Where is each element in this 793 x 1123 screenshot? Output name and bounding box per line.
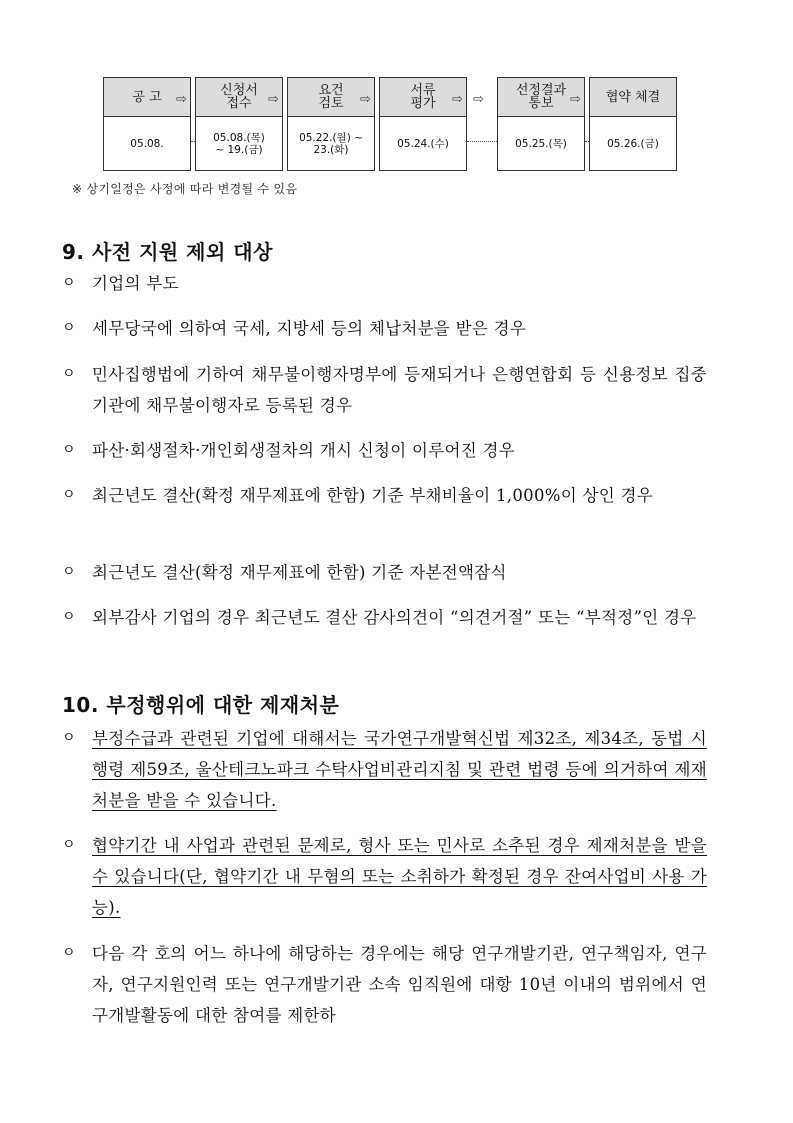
arrow-icon: ⇨: [570, 92, 581, 107]
step-label: 공 고: [104, 78, 190, 117]
step-label: 서류 평가: [380, 78, 466, 117]
item-text: 세무당국에 의하여 국세, 지방세 등의 체납처분을 받은 경우: [92, 319, 527, 338]
bullet-icon: ㅇ: [62, 442, 76, 458]
schedule-step-agreement: [589, 77, 677, 171]
step-date: 05.25.(목): [498, 117, 584, 170]
item-text: 최근년도 결산(확정 재무제표에 한함) 기준 부채비율이 1,000%이 상인 경우: [92, 486, 654, 505]
step-date: 05.24.(수): [380, 117, 466, 170]
arrow-icon: ⇨: [473, 92, 484, 107]
item-text: 민사집행법에 기하여 채무불이행자명부에 등재되거나 은행연합회 등 신용정보 집중기관에 채무불이행자로 등록된 경우: [92, 365, 707, 415]
bullet-icon: ㅇ: [62, 275, 76, 291]
section-9-item: [62, 602, 707, 633]
section-9-item: [62, 435, 707, 466]
bullet-icon: ㅇ: [62, 366, 76, 382]
section-9-item: [62, 268, 707, 299]
step-date: 05.26.(금): [590, 117, 676, 170]
step-label: 요건 검토: [288, 78, 374, 117]
arrow-icon: ⇨: [452, 92, 463, 107]
schedule-flow: [0, 0, 793, 200]
section-9-item: [62, 480, 707, 511]
bullet-icon: ㅇ: [62, 564, 76, 580]
bullet-icon: ㅇ: [62, 945, 76, 961]
step-date: 05.08.(목) ~ 19.(금): [196, 117, 282, 170]
bullet-icon: ㅇ: [62, 730, 76, 746]
arrow-icon: ⇨: [360, 92, 371, 107]
bullet-icon: ㅇ: [62, 837, 76, 853]
section-9-item: [62, 359, 707, 421]
bullet-icon: ㅇ: [62, 320, 76, 336]
item-text: 다음 각 호의 어느 하나에 해당하는 경우에는 해당 연구개발기관, 연구책임자, 연구자, 연구지원인력 또는 연구개발기관 소속 임직원에 대항 10년 이내의 범위에서 연구개발활동에 대한 참여를 제한하: [92, 944, 707, 1025]
section-10-item: [62, 723, 707, 816]
section-9-item: [62, 557, 707, 588]
arrow-icon: ⇨: [176, 92, 187, 107]
item-text: 최근년도 결산(확정 재무제표에 한함) 기준 자본전액잠식: [92, 563, 507, 582]
step-label: 신청서 접수: [196, 78, 282, 117]
step-date: 05.08.: [104, 117, 190, 170]
item-text: 파산·회생절차·개인회생절차의 개시 신청이 이루어진 경우: [92, 441, 516, 460]
item-text: 부정수급과 관련된 기업에 대해서는 국가연구개발혁신법 제32조, 제34조, 동법 시행령 제59조, 울산테크노파크 수탁사업비관리지침 및 관련 법령 등에 의거하여 제재처분을 받을 수 있습니다.: [92, 729, 707, 810]
section-10-item: [62, 830, 707, 923]
section-9-item: [62, 313, 707, 344]
bullet-icon: ㅇ: [62, 609, 76, 625]
section-9-title: 9. 사전 지원 제외 대상: [62, 240, 273, 264]
step-date: 05.22.(월) ~ 23.(화): [288, 117, 374, 170]
item-text: 외부감사 기업의 경우 최근년도 결산 감사의견이 “의견거절” 또는 “부적정”인 경우: [92, 608, 697, 627]
step-label: 선정결과 통보: [498, 78, 584, 117]
bullet-icon: ㅇ: [62, 487, 76, 503]
item-text: 기업의 부도: [92, 274, 179, 293]
schedule-note: ※ 상기일정은 사정에 따라 변경될 수 있음: [72, 182, 298, 196]
arrow-icon: ⇨: [268, 92, 279, 107]
dotted-connector: [585, 141, 589, 142]
section-10-item: [62, 938, 707, 1031]
item-text: 협약기간 내 사업과 관련된 문제로, 형사 또는 민사로 소추된 경우 제재처분을 받을 수 있습니다(단, 협약기간 내 무혐의 또는 소취하가 확정된 경우 잔여사업비 사용 가능).: [92, 836, 707, 917]
dotted-connector: [467, 141, 497, 142]
section-10-title: 10. 부정행위에 대한 제재처분: [62, 693, 340, 717]
step-label: 협약 체결: [590, 78, 676, 117]
